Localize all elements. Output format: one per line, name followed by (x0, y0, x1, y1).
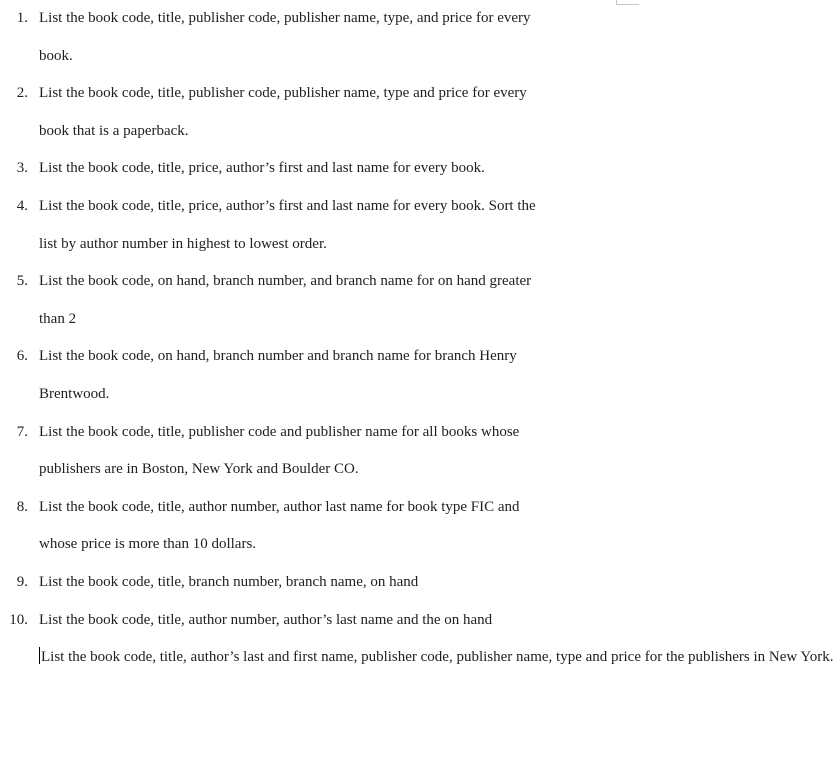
list-number: 5. (16, 273, 28, 290)
list-number: 10. (9, 611, 28, 628)
list-text-line: List the book code, title, price, author’s first and last name for every book. (39, 160, 485, 177)
list-item[interactable] (0, 150, 620, 188)
list-number: 4. (16, 197, 28, 214)
list-text-line: list by author number in highest to lowest order. (39, 235, 327, 252)
list-number: 6. (16, 348, 28, 365)
list-number: 8. (16, 498, 28, 515)
list-item[interactable] (0, 263, 620, 338)
list-number: 2. (16, 85, 28, 102)
list-text-line: List the book code, title, branch number, branch name, on hand (39, 573, 419, 590)
list-text-line: List the book code, title, publisher code and publisher name for all books whose (39, 423, 520, 440)
list-text-line: List the book code, title, publisher code, publisher name, type and price for every (39, 85, 527, 102)
list-text-line: List the book code, title, price, author’s first and last name for every book. Sort the (39, 197, 536, 214)
list-text-line: book that is a paperback. (39, 122, 189, 139)
continuation-line-1: List the book code, title, author’s last and first name, publisher code, publisher (41, 649, 513, 666)
text-cursor (39, 647, 40, 664)
list-item[interactable] (0, 338, 620, 413)
list-text-line: Brentwood. (39, 385, 110, 402)
list-text-line: than 2 (39, 310, 77, 327)
continuation-text-line: name, type and price for the publishers in New York. (516, 649, 833, 666)
continuation-text-line[interactable] (39, 649, 512, 665)
list-number: 7. (16, 423, 28, 440)
list-text-line: List the book code, title, author number, author’s last name and the on hand (39, 611, 493, 628)
list-item[interactable] (0, 564, 620, 602)
continuation-paragraph[interactable] (0, 639, 833, 677)
list-text-line: List the book code, on hand, branch number and branch name for branch Henry (39, 348, 517, 365)
list-number: 3. (16, 160, 28, 177)
list-item[interactable] (0, 602, 620, 640)
list-text-line: whose price is more than 10 dollars. (39, 536, 257, 553)
list-item[interactable] (0, 0, 620, 75)
list-item[interactable] (0, 489, 620, 564)
list-text-line: List the book code, on hand, branch number, and branch name for on hand greater (39, 273, 532, 290)
list-number: 9. (16, 573, 28, 590)
list-text-line: List the book code, title, publisher code, publisher name, type, and price for every (39, 10, 531, 26)
list-text-line: book. (39, 47, 73, 64)
list-text-line: List the book code, title, author number, author last name for book type FIC and (39, 498, 520, 515)
list-number: 1. (16, 10, 28, 26)
list-item[interactable] (0, 75, 620, 150)
list-item[interactable] (0, 188, 620, 263)
list-item[interactable] (0, 414, 620, 489)
list-text-line: publishers are in Boston, New York and Boulder CO. (39, 461, 359, 478)
